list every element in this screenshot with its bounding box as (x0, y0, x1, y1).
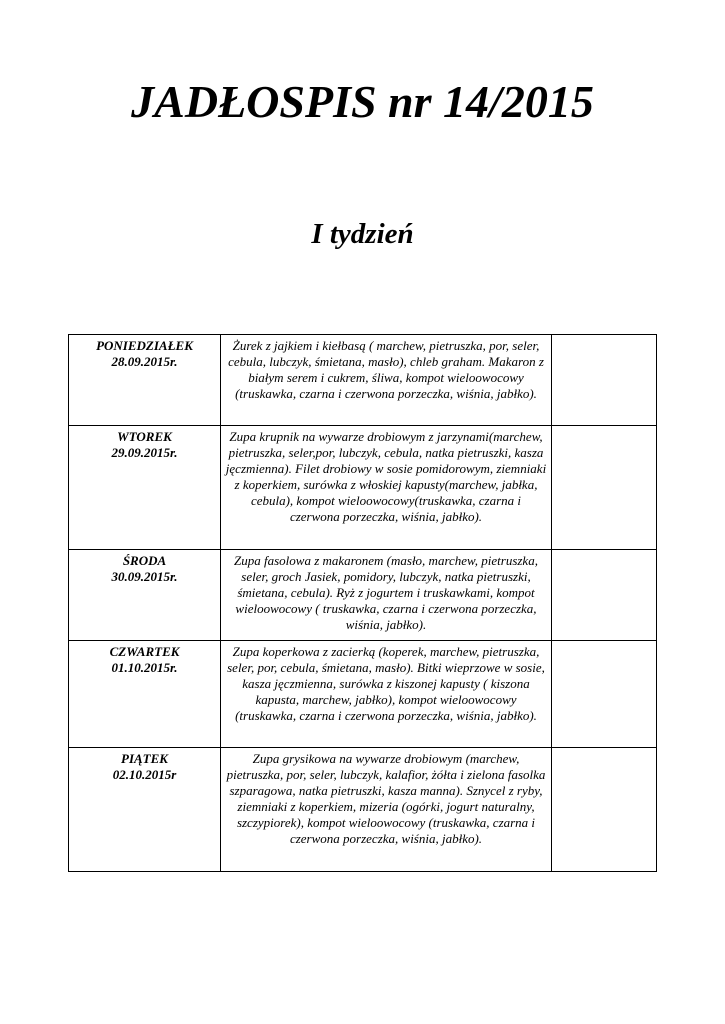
day-cell (69, 335, 221, 426)
week-subtitle: I tydzień (311, 218, 414, 250)
day-date: 30.09.2015r. (111, 569, 178, 584)
day-name: PIĄTEK (121, 751, 168, 766)
table-row (69, 550, 657, 641)
table-row (69, 335, 657, 426)
day-name: CZWARTEK (109, 644, 180, 659)
meal-description: Zupa grysikowa na wywarze drobiowym (marchew, pietruszka, por, seler, lubczyk, kalafior, żółta i zielona fasolka szparagowa, natka pietruszki, kasza manna). Sznycel z ryby, ziemniaki z koperkiem, mizeria (ogórki, jogurt naturalny, szczypiorek), kompot wieloowocowy (truskawka, czarna i czerwona porzeczka, wiśnia, jabłko). (221, 748, 552, 872)
empty-cell (552, 426, 657, 550)
day-date: 29.09.2015r. (111, 445, 178, 460)
day-date: 28.09.2015r. (111, 354, 178, 369)
day-name: ŚRODA (122, 553, 167, 568)
table-row (69, 641, 657, 748)
day-name: PONIEDZIAŁEK (96, 338, 193, 353)
empty-cell (552, 641, 657, 748)
menu-table (68, 334, 657, 872)
meal-description: Zupa krupnik na wywarze drobiowym z jarzynami(marchew, pietruszka, seler,por, lubczyk, cebula, natka pietruszki, kasza jęczmienna). Filet drobiowy w sosie pomidorowym, ziemniaki z koperkiem, surówka z włoskiej kapusty(marchew, jabłka, cebula), kompot wieloowocowy(truskawka, czarna i czerwona porzeczka, wiśnia, jabłko). (221, 426, 552, 550)
empty-cell (552, 335, 657, 426)
day-date: 01.10.2015r. (111, 660, 178, 675)
day-cell (69, 641, 221, 748)
day-cell (69, 550, 221, 641)
empty-cell (552, 550, 657, 641)
day-cell (69, 748, 221, 872)
empty-cell (552, 748, 657, 872)
day-cell (69, 426, 221, 550)
meal-description: Żurek z jajkiem i kiełbasą ( marchew, pietruszka, por, seler, cebula, lubczyk, śmietana, masło), chleb graham. Makaron z białym serem i cukrem, śliwa, kompot wieloowocowy (truskawka, czarna i czerwona porzeczka, wiśnia, jabłko). (221, 335, 552, 426)
day-name: WTOREK (117, 429, 172, 444)
document-title: JADŁOSPIS nr 14/2015 (131, 76, 594, 127)
table-row (69, 748, 657, 872)
day-date: 02.10.2015r (112, 767, 177, 782)
table-row (69, 426, 657, 550)
meal-description: Zupa koperkowa z zacierką (koperek, marchew, pietruszka, seler, por, cebula, śmietana, masło). Bitki wieprzowe w sosie, kasza jęczmienna, surówka z kiszonej kapusty ( kiszona kapusta, marchew, jabłko), kompot wieloowocowy (truskawka, czarna i czerwona porzeczka, wiśnia, jabłko). (221, 641, 552, 748)
meal-description: Zupa fasolowa z makaronem (masło, marchew, pietruszka, seler, groch Jasiek, pomidory, lubczyk, natka pietruszki, śmietana, cebula). Ryż z jogurtem i truskawkami, kompot wieloowocowy ( truskawka, czarna i czerwona porzeczka, wiśnia, jabłko). (221, 550, 552, 641)
